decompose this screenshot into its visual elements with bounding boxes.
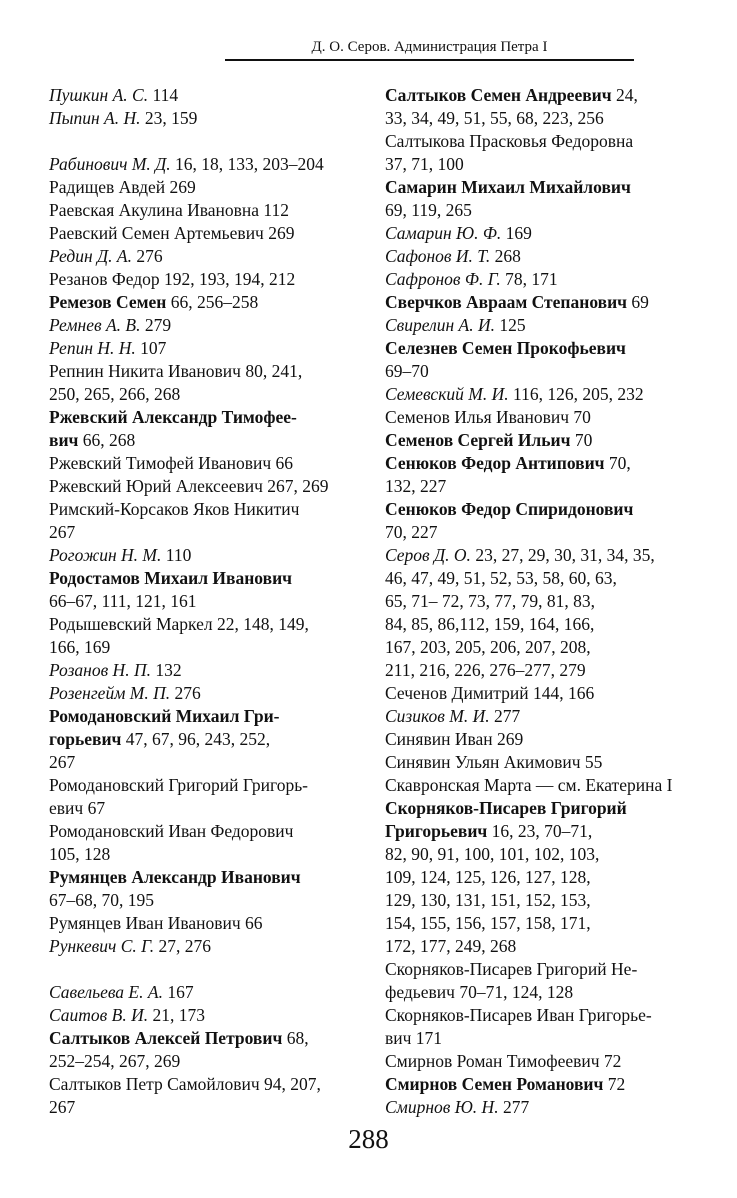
index-entry-name: Рабинович М. Д.: [49, 154, 171, 174]
index-entry-name: Сенюков Федор Спиридонович: [385, 499, 634, 519]
index-entry-line: 65, 71– 72, 73, 77, 79, 81, 83,: [385, 591, 595, 611]
index-entry-name: Розанов Н. П.: [49, 660, 151, 680]
index-entry-line: [385, 452, 695, 475]
index-entry-line: Синявин Иван 269: [385, 729, 524, 749]
index-entry-name: горьевич: [49, 729, 122, 749]
index-entry-line: [49, 107, 367, 130]
index-entry: [49, 912, 367, 935]
index-entry-name: Пыпин А. Н.: [49, 108, 141, 128]
index-entry-line: [49, 705, 367, 728]
index-entry-line: 267: [49, 522, 76, 542]
index-entry-name: Сизиков М. И.: [385, 706, 490, 726]
index-entry-line: Скорняков-Писарев Иван Григорье-: [385, 1005, 652, 1025]
index-entry-line: [49, 544, 367, 567]
index-entry-line: [385, 705, 695, 728]
index-entry-name: Пушкин А. С.: [49, 85, 149, 105]
index-entry: [49, 475, 367, 498]
index-entry: [49, 705, 367, 774]
index-entry: [385, 130, 695, 176]
index-entry-line: 70, 227: [385, 522, 438, 542]
index-entry-line: [385, 245, 695, 268]
index-entry-name: Григорьевич: [385, 821, 488, 841]
index-entry: [49, 153, 367, 176]
index-entry-line: Румянцев Иван Иванович 66: [49, 913, 263, 933]
index-entry-pages: 110: [161, 545, 192, 565]
index-entry: [385, 774, 695, 797]
page-number: 288: [348, 1124, 389, 1154]
index-entry: [49, 659, 367, 682]
index-entry: [49, 613, 367, 659]
index-entry-name: Репин Н. Н.: [49, 338, 136, 358]
index-entry-line: [49, 866, 367, 889]
index-entry-line: [49, 935, 367, 958]
header-rule: [225, 59, 634, 61]
index-entry-pages: 66, 268: [78, 430, 136, 450]
index-column-right: [385, 84, 695, 1119]
index-entry-line: 172, 177, 249, 268: [385, 936, 517, 956]
index-entry-line: Ромодановский Иван Федорович: [49, 821, 294, 841]
index-entry-line: 46, 47, 49, 51, 52, 53, 58, 60, 63,: [385, 568, 617, 588]
index-entry-line: [49, 245, 367, 268]
index-entry: [49, 291, 367, 314]
index-entry-line: 211, 216, 226, 276–277, 279: [385, 660, 586, 680]
index-entry-line: 105, 128: [49, 844, 111, 864]
index-entry: [49, 1004, 367, 1027]
index-entry-name: Ржевский Александр Тимофее-: [49, 407, 297, 427]
index-entry-name: Сенюков Федор Антипович: [385, 453, 605, 473]
index-entry-line: Смирнов Роман Тимофеевич 72: [385, 1051, 622, 1071]
index-entry-line: 33, 34, 49, 51, 55, 68, 223, 256: [385, 108, 604, 128]
index-entry: [385, 1004, 695, 1050]
index-entry-pages: 116, 126, 205, 232: [508, 384, 644, 404]
index-entry-name: Савельева Е. А.: [49, 982, 163, 1002]
index-entry-line: Родышевский Маркел 22, 148, 149,: [49, 614, 309, 634]
index-entry: [49, 774, 367, 820]
index-entry-line: [385, 176, 695, 199]
index-entry-line: [385, 268, 695, 291]
index-entry-line: Радищев Авдей 269: [49, 177, 196, 197]
index-entry: [49, 935, 367, 958]
index-entry-name: Розенгейм М. П.: [49, 683, 171, 703]
index-entry: [385, 383, 695, 406]
index-entry-line: [49, 314, 367, 337]
index-entry: [49, 567, 367, 613]
index-entry-line: Салтыкова Прасковья Федоровна: [385, 131, 634, 151]
index-entry: [385, 958, 695, 1004]
index-entry: [49, 981, 367, 1004]
index-entry-line: [49, 1027, 367, 1050]
index-entry-line: [49, 728, 367, 751]
index-entry-line: [385, 222, 695, 245]
index-entry-line: 167, 203, 205, 206, 207, 208,: [385, 637, 591, 657]
index-entry-pages: 167: [162, 982, 194, 1002]
index-entry-line: [385, 84, 695, 107]
index-entry-line: [385, 429, 695, 452]
index-entry-pages: 16, 23, 70–71,: [487, 821, 593, 841]
index-entry-pages: 277: [498, 1097, 530, 1117]
index-entry-name: Семевский М. И.: [385, 384, 509, 404]
index-entry: [49, 866, 367, 912]
index-entry-line: 252–254, 267, 269: [49, 1051, 181, 1071]
index-entry: [385, 544, 695, 682]
index-entry: [385, 797, 695, 958]
index-entry-name: Сафонов И. Т.: [385, 246, 491, 266]
index-entry-line: [49, 682, 367, 705]
index-entry-line: 69–70: [385, 361, 429, 381]
index-entry-name: Селезнев Семен Прокофьевич: [385, 338, 626, 358]
index-entry: [385, 498, 695, 544]
index-entry-line: [385, 383, 695, 406]
index-entry: [49, 682, 367, 705]
index-entry: [49, 245, 367, 268]
index-entry: [385, 176, 695, 222]
index-entry-pages: 125: [495, 315, 526, 335]
index-entry-line: [385, 314, 695, 337]
index-entry: [385, 222, 695, 245]
index-entry-line: Скорняков-Писарев Григорий Не-: [385, 959, 638, 979]
index-entry-pages: 23, 27, 29, 30, 31, 34, 35,: [470, 545, 655, 565]
index-entry-pages: 78, 171: [500, 269, 558, 289]
index-entry-line: [385, 1073, 695, 1096]
index-entry-line: [49, 1004, 367, 1027]
index-entry-line: Ромодановский Григорий Григорь-: [49, 775, 309, 795]
index-entry-line: 129, 130, 131, 151, 152, 153,: [385, 890, 591, 910]
index-entry-line: Ржевский Юрий Алексеевич 267, 269: [49, 476, 329, 496]
index-entry-pages: 47, 67, 96, 243, 252,: [121, 729, 271, 749]
index-entry-pages: 16, 18, 133, 203–204: [170, 154, 324, 174]
index-entry: [49, 1027, 367, 1073]
index-entry-pages: 169: [501, 223, 532, 243]
index-entry-pages: 132: [150, 660, 182, 680]
index-entry-line: 154, 155, 156, 157, 158, 171,: [385, 913, 591, 933]
index-entry: [49, 544, 367, 567]
index-entry: [385, 682, 695, 705]
index-entry-line: Салтыков Петр Самойлович 94, 207,: [49, 1074, 321, 1094]
index-entry-line: 267: [49, 752, 76, 772]
index-entry-name: Смирнов Ю. Н.: [385, 1097, 499, 1117]
index-entry-pages: 70: [570, 430, 593, 450]
index-entry-line: [385, 820, 695, 843]
index-entry-pages: 114: [148, 85, 179, 105]
index-entry-line: 82, 90, 91, 100, 101, 102, 103,: [385, 844, 600, 864]
index-entry: [385, 1050, 695, 1073]
index-entry-line: [49, 981, 367, 1004]
index-entry-line: 132, 227: [385, 476, 447, 496]
index-entry-name: вич: [49, 430, 79, 450]
index-entry-pages: 27, 276: [154, 936, 212, 956]
index-entry-name: Скорняков-Писарев Григорий: [385, 798, 627, 818]
index-entry-name: Сверчков Авраам Степанович: [385, 292, 628, 312]
index-entry-line: [385, 337, 695, 360]
index-entry: [49, 222, 367, 245]
index-entry-line: Римский-Корсаков Яков Никитич: [49, 499, 300, 519]
index-entry: [385, 291, 695, 314]
index-entry: [385, 84, 695, 130]
index-entry-line: [49, 84, 367, 107]
index-entry-line: [49, 659, 367, 682]
index-entry-name: Рогожин Н. М.: [49, 545, 162, 565]
index-entry-name: Сафронов Ф. Г.: [385, 269, 501, 289]
index-entry-line: евич 67: [49, 798, 106, 818]
index-entry: [385, 314, 695, 337]
index-entry: [49, 337, 367, 360]
index-entry-line: Ржевский Тимофей Иванович 66: [49, 453, 294, 473]
index-entry-line: федьевич 70–71, 124, 128: [385, 982, 574, 1002]
index-entry: [49, 452, 367, 475]
index-entry: [49, 199, 367, 222]
index-entry-pages: 24,: [611, 85, 638, 105]
index-entry-line: [49, 567, 367, 590]
index-entry-pages: 276: [132, 246, 163, 266]
index-entry-pages: 23, 159: [140, 108, 198, 128]
index-column-left: [49, 84, 367, 1119]
index-entry: [385, 406, 695, 429]
index-entry-name: Самарин Михаил Михайлович: [385, 177, 631, 197]
index-entry-line: 166, 169: [49, 637, 111, 657]
index-entry-line: [49, 429, 367, 452]
index-entry-name: Ремнев А. В.: [49, 315, 141, 335]
index-entry-pages: 276: [170, 683, 201, 703]
index-entry: [385, 728, 695, 751]
index-entry: [49, 107, 367, 130]
index-entry-line: 66–67, 111, 121, 161: [49, 591, 197, 611]
index-entry-line: 84, 85, 86,112, 159, 164, 166,: [385, 614, 595, 634]
index-entry: [385, 705, 695, 728]
index-entry-pages: 107: [135, 338, 167, 358]
index-entry: [49, 176, 367, 199]
index-entry: [49, 84, 367, 107]
index-entry-name: Родостамов Михаил Иванович: [49, 568, 293, 588]
index-entry: [49, 820, 367, 866]
index-entry-line: 109, 124, 125, 126, 127, 128,: [385, 867, 591, 887]
index-entry-line: 69, 119, 265: [385, 200, 472, 220]
index-entry-line: Семенов Илья Иванович 70: [385, 407, 591, 427]
running-header: Д. О. Серов. Администрация Петра I: [311, 39, 548, 55]
index-entry-pages: 68,: [282, 1028, 309, 1048]
index-entry-line: [49, 291, 367, 314]
index-entry-line: 250, 265, 266, 268: [49, 384, 181, 404]
index-entry-name: Семенов Сергей Ильич: [385, 430, 571, 450]
index-entry: [385, 429, 695, 452]
index-entry-line: [49, 337, 367, 360]
index-entry-line: Раевский Семен Артемьевич 269: [49, 223, 295, 243]
index-entry-line: Сеченов Димитрий 144, 166: [385, 683, 595, 703]
index-entry-line: [49, 406, 367, 429]
index-entry-line: 67–68, 70, 195: [49, 890, 154, 910]
index-entry: [49, 406, 367, 452]
index-entry: [385, 268, 695, 291]
index-entry: [385, 337, 695, 383]
index-entry: [385, 1096, 695, 1119]
index-entry-pages: 279: [140, 315, 172, 335]
index-entry-name: Серов Д. О.: [385, 545, 471, 565]
index-entry-name: Смирнов Семен Романович: [385, 1074, 604, 1094]
index-entry-name: Ремезов Семен: [49, 292, 167, 312]
index-entry-line: Синявин Ульян Акимович 55: [385, 752, 603, 772]
index-entry-line: [385, 498, 695, 521]
index-entry-name: Рункевич С. Г.: [49, 936, 155, 956]
index-entry: [385, 1073, 695, 1096]
index-entry-name: Салтыков Семен Андреевич: [385, 85, 612, 105]
index-entry: [49, 498, 367, 544]
index-entry: [385, 452, 695, 498]
index-entry-line: вич 171: [385, 1028, 443, 1048]
index-entry-name: Румянцев Александр Иванович: [49, 867, 301, 887]
index-entry-pages: 69: [627, 292, 649, 312]
index-entry-line: [385, 1096, 695, 1119]
index-entry: [49, 268, 367, 291]
index-entry-pages: 70,: [604, 453, 631, 473]
index-entry-line: [385, 291, 695, 314]
index-entry-name: Ромодановский Михаил Гри-: [49, 706, 280, 726]
index-entry-line: 267: [49, 1097, 76, 1117]
index-entry-name: Редин Д. А.: [49, 246, 132, 266]
index-entry-pages: 277: [489, 706, 521, 726]
index-entry-pages: 66, 256–258: [166, 292, 259, 312]
index-entry-line: 37, 71, 100: [385, 154, 464, 174]
index-entry-line: [385, 797, 695, 820]
index-entry: [49, 314, 367, 337]
index-entry: [49, 1073, 367, 1119]
index-entry-line: [49, 153, 367, 176]
index-entry: [385, 245, 695, 268]
index-entry: [49, 360, 367, 406]
index-entry-pages: 72: [603, 1074, 626, 1094]
index-entry: [385, 751, 695, 774]
index-entry-line: [385, 544, 695, 567]
index-entry-line: Раевская Акулина Ивановна 112: [49, 200, 290, 220]
index-entry-pages: 268: [490, 246, 521, 266]
index-entry-line: Резанов Федор 192, 193, 194, 212: [49, 269, 296, 289]
index-entry-name: Салтыков Алексей Петрович: [49, 1028, 283, 1048]
index-entry-line: Скавронская Марта — см. Екатерина I: [385, 775, 673, 795]
index-entry-name: Самарин Ю. Ф.: [385, 223, 502, 243]
index-entry-line: Репнин Никита Иванович 80, 241,: [49, 361, 303, 381]
index-entry-name: Саитов В. И.: [49, 1005, 149, 1025]
index-entry-pages: 21, 173: [148, 1005, 205, 1025]
index-entry-name: Свирелин А. И.: [385, 315, 495, 335]
